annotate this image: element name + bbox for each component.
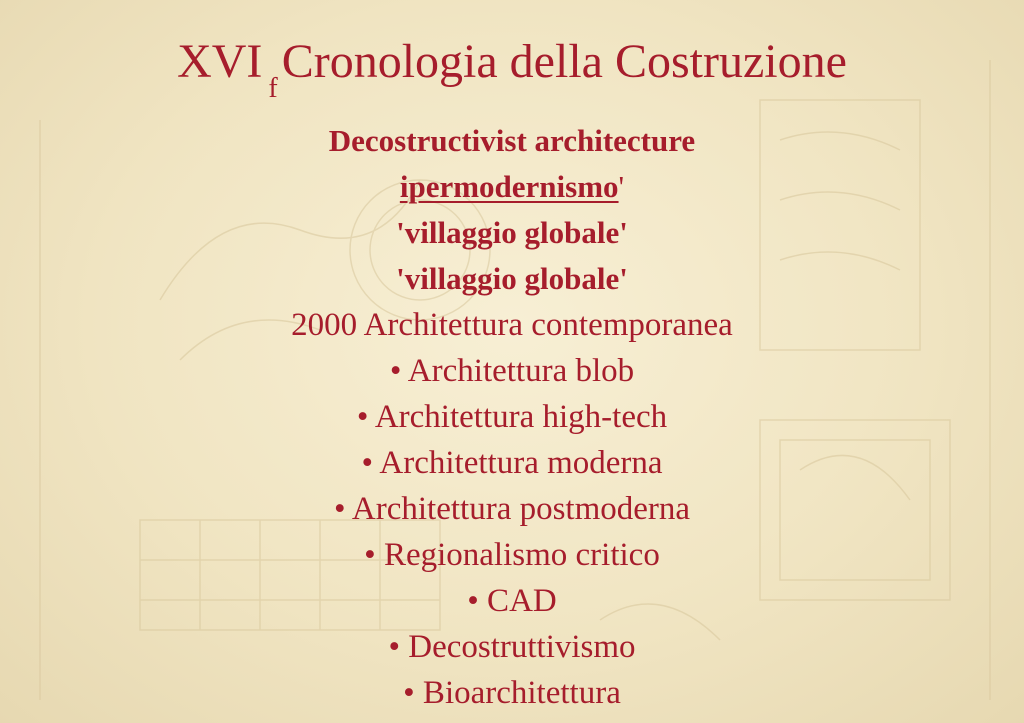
list-item: • Architettura postmoderna [333,491,691,527]
heading-line [0,164,1024,210]
content-lines [0,118,1024,716]
list-item: • Bioarchitettura [403,675,621,711]
title-subscript: f [268,73,278,104]
title-rest: Cronologia della Costruzione [281,35,847,88]
list-item: • CAD [467,583,557,619]
intro-line: 2000 Architettura contemporanea [291,307,733,343]
list-item: • Decostruttivismo [388,629,636,665]
list-item: • Architettura moderna [361,445,663,481]
slide-title [0,30,1024,104]
list-item: • Architettura blob [389,353,635,389]
heading-link[interactable]: ipermodernismo [399,169,619,204]
title-main: XVI [177,35,263,88]
list-item: • Regionalismo critico [364,537,660,573]
heading-line: Decostructivist architecture [328,123,696,158]
heading-line: 'villaggio globale' [396,261,628,296]
list-item: • Architettura high-tech [356,399,668,435]
heading-suffix: ' [618,169,625,204]
heading-line: 'villaggio globale' [396,215,628,250]
